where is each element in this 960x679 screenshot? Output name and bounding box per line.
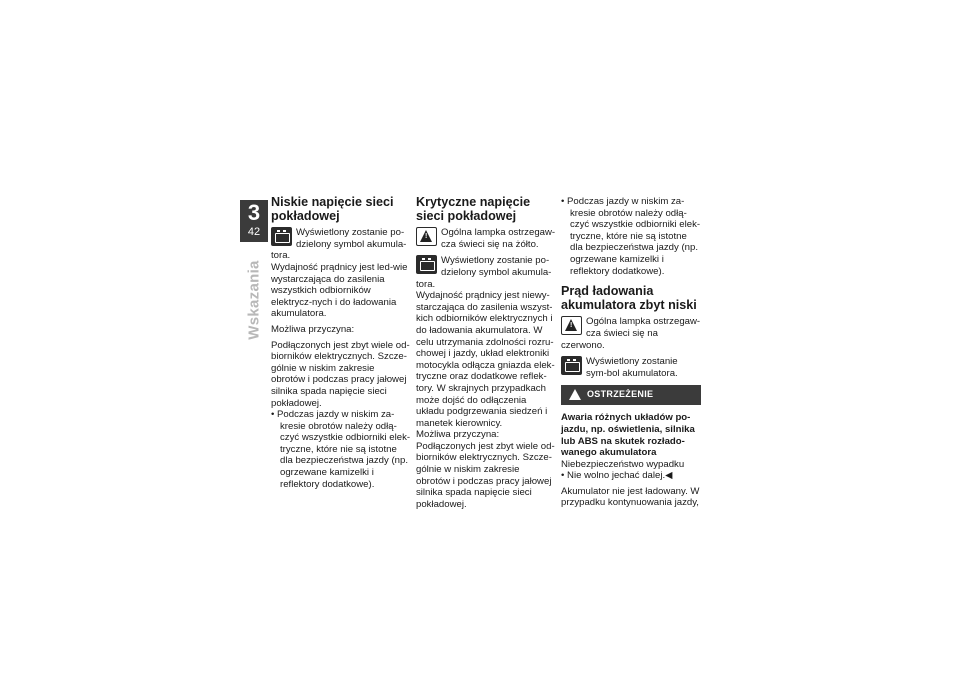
indicator-text: Wyświetlony zostanie po-dzielony symbol akumula-tora. <box>416 255 552 290</box>
battery-icon <box>561 356 582 375</box>
indicator-text: Ogólna lampka ostrzegaw-cza świeci się na żółto. <box>441 227 556 250</box>
bullet-item: • Nie wolno jechać dalej.◀ <box>561 470 673 482</box>
indicator-row <box>271 227 411 262</box>
battery-icon <box>416 255 437 274</box>
warning-banner <box>561 385 701 405</box>
paragraph: Akumulator nie jest ładowany. W przypadku kontynuowania jazdy, <box>561 485 700 509</box>
column-3 <box>561 196 701 509</box>
indicator-text: Ogólna lampka ostrzegaw-cza świeci się na czerwono. <box>561 316 701 351</box>
indicator-text: Wyświetlony zostanie sym-bol akumulatora. <box>586 356 678 379</box>
paragraph: Wydajność prądnicy jest niewy-starczająca do zasilenia wszyst-kich odbiorników elektrycznych i do ładowania akumulatora. W celu utrzymania zdolności rozru-chowej i jazdy, układ elektroniki motocykla odłącza gniazda elek-tryczne oraz dodatkowe reflek-tory. W skrajnych przypadkach może dojść do odłączenia układu podgrzewania siedzeń i manetek kierownicy. <box>416 290 555 429</box>
paragraph: Możliwa przyczyna: <box>416 429 500 441</box>
column-2 <box>416 196 556 510</box>
indicator-row <box>561 356 701 379</box>
indicator-row <box>416 255 556 290</box>
warning-text: Niebezpieczeństwo wypadku <box>561 458 685 470</box>
paragraph: Podłączonych jest zbyt wiele od-biorników elektrycznych. Szcze-gólnie w niskim zakresie obrotów i podczas pracy jałowej silnika spada napięcie sieci pokładowej. <box>271 339 410 409</box>
column-1 <box>271 196 411 490</box>
bullet-item: • Podczas jazdy w niskim za-kresie obrotów należy odłą-czyć wszystkie odbiorniki elek-tryczne, które nie są istotne dla bezpieczeństwa jazdy (np. ogrzewane kamizelki i reflektory dodatkowe). <box>271 409 411 490</box>
chapter-number: 3 <box>247 200 261 225</box>
battery-icon <box>271 227 292 246</box>
warning-title: Awaria różnych układów po-jazdu, np. oświetlenia, silnika lub ABS na skutek rozłado-wanego akumulatora <box>561 412 695 459</box>
indicator-row <box>561 316 701 351</box>
warning-triangle-icon: ! <box>416 227 437 246</box>
indicator-text: Wyświetlony zostanie po-dzielony symbol akumula-tora. <box>271 227 407 262</box>
heading-low-voltage: Niskie napięcie sieci pokładowej <box>271 195 394 223</box>
paragraph: Wydajność prądnicy jest led-wie wystarczająca do zasilenia wszystkich odbiorników elektrycz-nych i do ładowania akumulatora. <box>271 261 408 320</box>
page-number: 42 <box>247 226 261 238</box>
paragraph: Podłączonych jest zbyt wiele od-biorników elektrycznych. Szcze-gólnie w niskim zakresie obrotów i podczas pracy jałowej silnika spada napięcie sieci pokładowej. <box>416 440 555 510</box>
bullet-item: • Podczas jazdy w niskim za-kresie obrotów należy odłą-czyć wszystkie odbiorniki elek-tryczne, które nie są istotne dla bezpieczeństwa jazdy (np. ogrzewane kamizelki i reflektory dodatkowe). <box>561 196 701 277</box>
heading-low-charge-current: Prąd ładowania akumulatora zbyt niski <box>561 284 697 312</box>
indicator-row <box>416 227 556 250</box>
warning-label: OSTRZEŻENIE <box>587 389 654 400</box>
paragraph: Możliwa przyczyna: <box>271 323 355 335</box>
warning-icon <box>569 389 581 400</box>
heading-critical-voltage: Krytyczne napięcie sieci pokładowej <box>416 195 531 223</box>
warning-triangle-icon: ! <box>561 316 582 335</box>
section-label: Wskazania <box>245 260 263 340</box>
